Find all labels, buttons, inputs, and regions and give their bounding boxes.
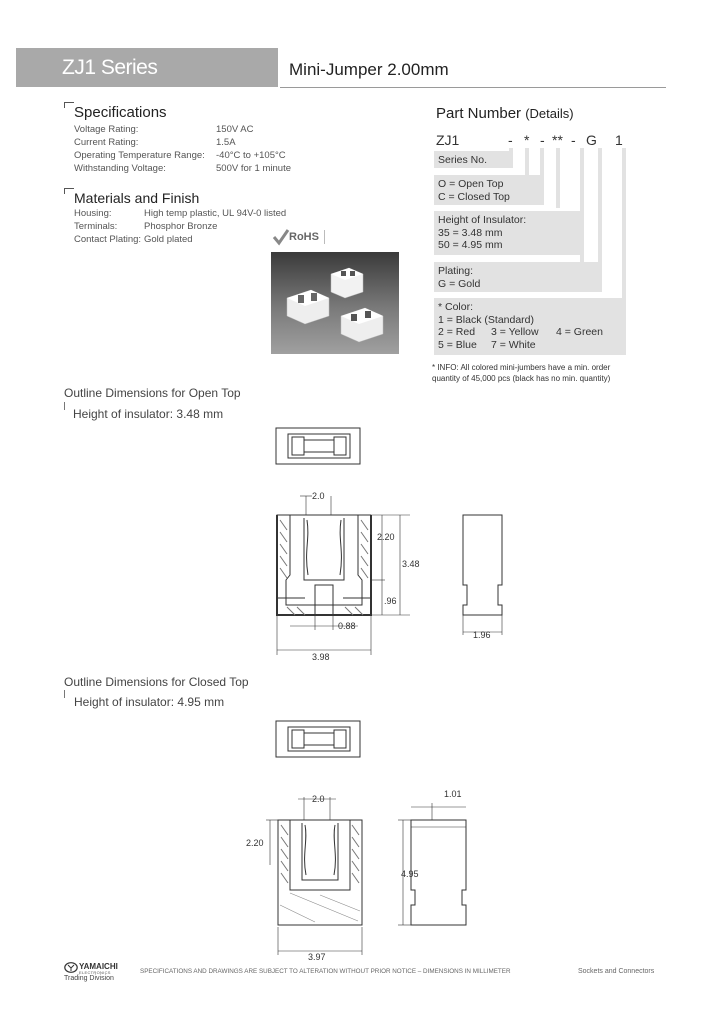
dim-h1: 2.20 <box>377 532 395 542</box>
color-option: 2 = Red <box>438 326 476 338</box>
material-value: Phosphor Bronze <box>144 221 218 232</box>
dim-h1: 2.20 <box>246 838 264 848</box>
section-corner-mark <box>64 102 74 108</box>
series-header <box>16 48 278 87</box>
yamaichi-logo <box>64 962 134 984</box>
color-option: 3 = Yellow <box>491 326 539 338</box>
division-label: Trading Division <box>64 975 114 982</box>
open-top-subtitle: Height of insulator: 3.48 mm <box>73 407 224 421</box>
dim-h2: 3.48 <box>402 559 420 569</box>
product-title: Mini-Jumper 2.00mm <box>289 60 449 79</box>
section-corner-mark <box>64 690 65 698</box>
material-label: Housing: <box>74 208 112 219</box>
front-section-view <box>277 515 371 615</box>
footer-disclaimer: SPECIFICATIONS AND DRAWINGS ARE SUBJECT TO ALTERATION WITHOUT PRIOR NOTICE – DIMENSIONS IN MILLIMETER <box>140 968 511 975</box>
jumper-block <box>331 268 363 298</box>
code-color: 1 <box>615 132 623 148</box>
code-dash: - <box>571 132 576 148</box>
product-header <box>280 48 666 88</box>
color-option: 4 = Green <box>556 326 603 338</box>
code-dash: - <box>540 132 545 148</box>
front-section-view <box>278 820 362 925</box>
closed-top-subtitle: Height of insulator: 4.95 mm <box>74 695 225 709</box>
top-type-box <box>434 175 544 205</box>
open-top-drawing <box>260 420 680 670</box>
color-option: 1 = Black (Standard) <box>438 313 535 326</box>
color-option: 7 = White <box>491 338 536 351</box>
check-icon <box>272 228 290 246</box>
spec-value: 1.5A <box>216 137 236 148</box>
side-view <box>463 515 502 635</box>
code-height: ** <box>552 132 563 148</box>
dim-gap: 0.88 <box>338 621 356 631</box>
dim-width: 3.98 <box>312 652 330 662</box>
spec-label: Withstanding Voltage: <box>74 163 166 174</box>
section-corner-mark <box>64 402 65 410</box>
color-box <box>434 298 626 355</box>
spec-value: 500V for 1 minute <box>216 163 291 174</box>
code-plating: G <box>586 132 597 148</box>
height-option: 35 = 3.48 mm <box>438 226 503 239</box>
open-top-title: Outline Dimensions for Open Top <box>64 386 241 400</box>
closed-top-title: Outline Dimensions for Closed Top <box>64 675 249 689</box>
rohs-label: RoHS <box>289 231 319 243</box>
height-box <box>434 211 584 255</box>
top-option: C = Closed Top <box>438 190 510 203</box>
material-value: High temp plastic, UL 94V-0 listed <box>144 208 287 219</box>
materials-title: Materials and Finish <box>74 190 200 206</box>
product-photo <box>271 252 399 354</box>
part-number-label: Part Number <box>436 105 522 122</box>
plating-box <box>434 262 602 292</box>
top-view-outline <box>276 721 360 757</box>
connector-line <box>556 148 560 208</box>
series-title: ZJ1 Series <box>62 56 158 79</box>
material-label: Terminals: <box>74 221 118 232</box>
spec-value: 150V AC <box>216 124 254 135</box>
spec-label: Current Rating: <box>74 137 139 148</box>
footer-category: Sockets and Connectors <box>578 968 655 975</box>
section-corner-mark <box>64 188 74 194</box>
dim-pitch: 2.0 <box>312 491 325 501</box>
series-no-label: Series No. <box>438 154 488 166</box>
connector-line <box>622 148 626 298</box>
top-view-outline <box>276 428 360 464</box>
height-title: Height of Insulator: <box>438 214 527 226</box>
yamaichi-logo-icon <box>64 962 78 973</box>
part-number-details: (Details) <box>525 106 574 121</box>
color-title: * Color: <box>438 301 474 313</box>
part-number-title <box>436 105 574 122</box>
dim-side-width: 1.96 <box>473 630 491 640</box>
top-option: O = Open Top <box>438 178 504 190</box>
spec-label: Voltage Rating: <box>74 124 139 135</box>
closed-top-drawing <box>240 715 500 960</box>
dim-height: 4.95 <box>401 869 419 879</box>
dim-width: 3.97 <box>308 952 326 960</box>
height-option: 50 = 4.95 mm <box>438 239 503 251</box>
dim-h3: .96 <box>384 596 397 606</box>
logo-sub: ELECTRONICS <box>79 970 111 975</box>
logo-name: YAMAICHI <box>79 962 118 971</box>
plating-option: G = Gold <box>438 277 481 290</box>
rohs-badge <box>272 228 328 246</box>
spec-value: -40°C to +105°C <box>216 150 286 161</box>
part-number-code <box>436 132 636 150</box>
dim-side-top: 1.01 <box>444 789 462 799</box>
dim-pitch: 2.0 <box>312 794 325 804</box>
color-option: 5 = Blue <box>438 338 477 351</box>
series-no-box <box>434 151 513 168</box>
info-note: * INFO: All colored mini-jumbers have a min. order quantity of 45,000 pcs (black has no min. quantity) <box>432 363 611 383</box>
spec-label: Operating Temperature Range: <box>74 150 205 161</box>
code-prefix: ZJ1 <box>436 132 460 148</box>
code-top: * <box>524 132 530 148</box>
plating-title: Plating: <box>438 265 474 277</box>
side-view <box>411 820 466 925</box>
specifications-title: Specifications <box>74 104 167 121</box>
code-dash: - <box>508 132 513 148</box>
connector-line <box>540 148 544 178</box>
material-label: Contact Plating: <box>74 234 142 245</box>
material-value: Gold plated <box>144 234 193 245</box>
